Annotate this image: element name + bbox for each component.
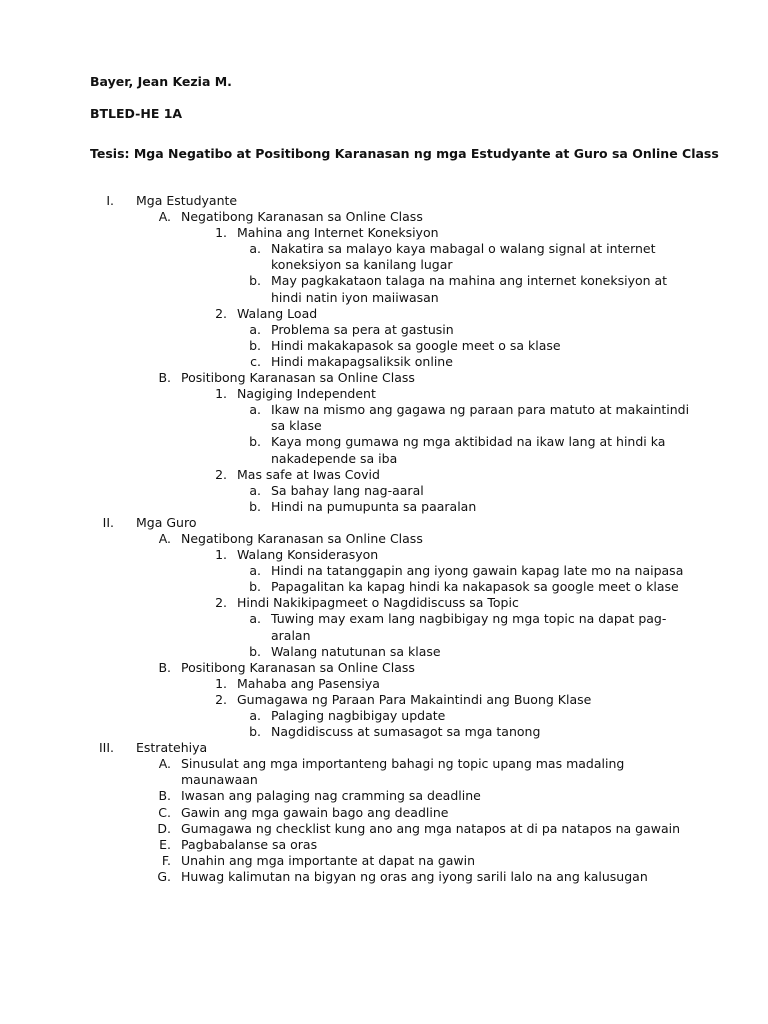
outline-item-level-4: [0, 563, 768, 579]
outline-marker: b.: [249, 337, 261, 353]
outline-marker: 2.: [215, 691, 227, 707]
outline-text: Papagalitan ka kapag hindi ka nakapasok sa google meet o klase: [271, 579, 679, 595]
outline-item-level-3: [0, 676, 768, 692]
outline-text: Palaging nagbibigay update: [271, 708, 446, 723]
outline-marker: 1.: [215, 386, 227, 402]
outline-text: Mas safe at Iwas Covid: [237, 466, 380, 482]
outline-marker: B.: [158, 659, 171, 675]
outline-item-level-3: [0, 386, 768, 402]
thesis-statement: Tesis: Mga Negatibo at Positibong Karanasan ng mga Estudyante at Guro sa Online Class: [90, 146, 719, 161]
outline-marker: G.: [157, 868, 171, 884]
outline-item-level-4: [0, 611, 768, 643]
outline-text: Sa bahay lang nag-aaral: [271, 482, 424, 498]
outline-text-continuation: koneksiyon sa kanilang lugar: [271, 257, 453, 273]
outline-item-level-4: [0, 434, 768, 466]
outline-text: Tuwing may exam lang nagbibigay ng mga topic na dapat pag-: [271, 611, 667, 627]
outline-item-level-2: [0, 853, 768, 869]
outline-item-level-2: [0, 869, 768, 885]
outline-item-level-4: [0, 724, 768, 740]
outline-marker: c.: [250, 353, 261, 369]
outline-marker: 2.: [215, 305, 227, 321]
outline-marker: B.: [158, 370, 171, 386]
outline-text: Huwag kalimutan na bigyan ng oras ang iyong sarili lalo na ang kalusugan: [181, 868, 648, 884]
outline-item-level-4: [0, 273, 768, 305]
outline-marker: II.: [102, 514, 114, 530]
outline-marker: B.: [158, 788, 171, 804]
outline-text: Gumagawa ng checklist kung ano ang mga natapos at di pa natapos na gawain: [181, 820, 681, 836]
outline-text: Gumagawa ng Paraan Para Makaintindi ang Buong Klase: [237, 691, 592, 707]
outline-item-level-2: [0, 788, 768, 804]
outline-item-level-3: [0, 225, 768, 241]
outline-item-level-4: [0, 499, 768, 515]
outline-text-continuation: maunawaan: [181, 772, 258, 788]
outline-text: Iwasan ang palaging nag cramming sa deadline: [181, 788, 481, 804]
outline-marker: b.: [249, 498, 261, 514]
outline-item-level-4: [0, 322, 768, 338]
outline-marker: 1.: [215, 225, 227, 241]
course-section: BTLED-HE 1A: [90, 106, 183, 121]
outline-marker: a.: [249, 482, 261, 498]
outline-text: Pagbabalanse sa oras: [181, 836, 318, 852]
outline-marker: 2.: [215, 595, 227, 611]
outline-item-level-4: [0, 338, 768, 354]
outline-marker: a.: [249, 563, 261, 579]
outline-marker: 1.: [215, 675, 227, 691]
author-name: Bayer, Jean Kezia M.: [90, 74, 232, 89]
outline-text: Hindi na tatanggapin ang iyong gawain kapag late mo na naipasa: [271, 563, 684, 579]
outline-item-level-1: [0, 515, 768, 531]
outline-text-continuation: hindi natin iyon maiiwasan: [271, 289, 439, 305]
outline-item-level-2: [0, 531, 768, 547]
outline-text: Mga Estudyante: [136, 193, 238, 208]
outline-text: Unahin ang mga importante at dapat na gawin: [181, 852, 476, 868]
outline-item-level-4: [0, 483, 768, 499]
outline-marker: b.: [249, 273, 261, 289]
outline-marker: a.: [249, 321, 261, 337]
outline-text: Negatibong Karanasan sa Online Class: [181, 530, 423, 546]
outline-marker: D.: [157, 820, 171, 836]
outline-item-level-3: [0, 467, 768, 483]
outline-marker: b.: [249, 724, 261, 740]
outline-marker: a.: [249, 241, 261, 257]
outline-item-level-2: [0, 756, 768, 788]
outline-text: Mahaba ang Pasensiya: [237, 675, 380, 691]
outline-text: Hindi na pumupunta sa paaralan: [271, 498, 477, 514]
outline-marker: C.: [158, 804, 171, 820]
outline-item-level-2: [0, 660, 768, 676]
outline-text: Mahina ang Internet Koneksiyon: [237, 225, 439, 241]
outline-text: Nagdidiscuss at sumasagot sa mga tanong: [271, 724, 541, 740]
outline-item-level-2: [0, 821, 768, 837]
outline-text: Walang Load: [237, 305, 318, 321]
outline-text: Hindi makapagsaliksik online: [271, 353, 453, 369]
outline-item-level-4: [0, 354, 768, 370]
outline-marker: E.: [159, 836, 171, 852]
outline-item-level-4: [0, 644, 768, 660]
outline-marker: a.: [249, 402, 261, 418]
outline-item-level-2: [0, 209, 768, 225]
outline-text: Walang natutunan sa klase: [271, 643, 441, 659]
outline-item-level-4: [0, 579, 768, 595]
outline-marker: b.: [249, 434, 261, 450]
outline-text-continuation: sa klase: [271, 418, 322, 434]
outline-text: Sinusulat ang mga importanteng bahagi ng topic upang mas madaling: [181, 756, 625, 772]
outline-text-continuation: nakadepende sa iba: [271, 450, 398, 466]
outline-text: Positibong Karanasan sa Online Class: [181, 370, 415, 386]
outline-marker: a.: [249, 708, 261, 723]
outline-marker: a.: [249, 611, 261, 627]
outline-item-level-3: [0, 547, 768, 563]
outline-item-level-2: [0, 370, 768, 386]
outline-marker: 1.: [215, 547, 227, 563]
outline-marker: b.: [249, 643, 261, 659]
outline-marker: A.: [158, 530, 171, 546]
outline-marker: A.: [158, 756, 171, 772]
outline-text: Nakatira sa malayo kaya mabagal o walang signal at internet: [271, 241, 656, 257]
outline-item-level-3: [0, 595, 768, 611]
outline-marker: 2.: [215, 466, 227, 482]
outline-text: Mga Guro: [136, 514, 197, 530]
outline-text: Positibong Karanasan sa Online Class: [181, 659, 415, 675]
outline-marker: A.: [158, 209, 171, 225]
outline-item-level-4: [0, 402, 768, 434]
outline-marker: III.: [98, 740, 114, 756]
outline-item-level-1: [0, 193, 768, 209]
outline-text: Ikaw na mismo ang gagawa ng paraan para matuto at makaintindi: [271, 402, 690, 418]
outline-item-level-4: [0, 708, 768, 724]
outline-text: Estratehiya: [136, 740, 208, 756]
outline-text: Hindi makakapasok sa google meet o sa klase: [271, 337, 561, 353]
outline-text: Hindi Nakikipagmeet o Nagdidiscuss sa Topic: [237, 595, 519, 611]
outline-text: Kaya mong gumawa ng mga aktibidad na ikaw lang at hindi ka: [271, 434, 666, 450]
outline-text: Nagiging Independent: [237, 386, 376, 402]
outline-text: Problema sa pera at gastusin: [271, 321, 454, 337]
outline-item-level-3: [0, 306, 768, 322]
outline-text: May pagkakataon talaga na mahina ang internet koneksiyon at: [271, 273, 668, 289]
outline-marker: I.: [106, 193, 114, 208]
outline-marker: F.: [161, 852, 171, 868]
outline-item-level-3: [0, 692, 768, 708]
outline-item-level-1: [0, 740, 768, 756]
outline-text: Gawin ang mga gawain bago ang deadline: [181, 804, 449, 820]
outline-marker: b.: [249, 579, 261, 595]
outline-text: Negatibong Karanasan sa Online Class: [181, 209, 423, 225]
outline-text-continuation: aralan: [271, 627, 311, 643]
outline-item-level-2: [0, 805, 768, 821]
outline-text: Walang Konsiderasyon: [237, 547, 379, 563]
outline-item-level-4: [0, 241, 768, 273]
outline-list: [0, 193, 768, 885]
outline-item-level-2: [0, 837, 768, 853]
